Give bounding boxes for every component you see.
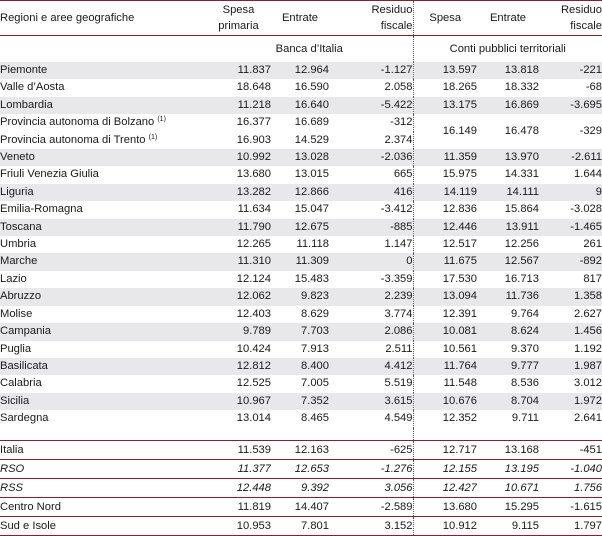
value-cell: 14.407 bbox=[271, 497, 329, 516]
header-spesa-line1: Spesa bbox=[222, 4, 255, 16]
value-cell: 8.629 bbox=[301, 307, 329, 320]
value-cell: 12.391 bbox=[442, 307, 477, 320]
table-row bbox=[0, 97, 602, 114]
value-cell: 8.704 bbox=[511, 394, 539, 407]
value-cell: -3.359 bbox=[329, 271, 413, 288]
value-cell: 1.192 bbox=[574, 342, 602, 355]
region-name-cell bbox=[0, 114, 206, 131]
value-cell: -3.412 bbox=[329, 201, 413, 218]
value-cell: 665 bbox=[329, 166, 413, 183]
header-residuo-cpt-line2: fiscale bbox=[570, 20, 602, 32]
value-cell: 17.530 bbox=[442, 272, 477, 285]
region-name-cell: Friuli Venezia Giulia bbox=[0, 168, 99, 181]
value-cell: 1.987 bbox=[574, 359, 602, 372]
value-cell: -312 bbox=[329, 114, 413, 131]
value-cell: 2.641 bbox=[574, 412, 602, 425]
value-cell: 12.866 bbox=[294, 185, 329, 198]
table-row bbox=[0, 201, 602, 218]
value-cell: 13.970 bbox=[504, 151, 539, 164]
value-cell: -451 bbox=[539, 440, 602, 459]
value-cell: 2.239 bbox=[329, 288, 413, 305]
value-cell: 14.119 bbox=[443, 185, 477, 198]
source-subheader-row bbox=[0, 36, 602, 63]
value-cell: 10.992 bbox=[236, 151, 271, 164]
region-name-cell: Sud e Isole bbox=[0, 516, 206, 535]
value-cell: 11.309 bbox=[295, 255, 329, 268]
region-name-cell: Centro Nord bbox=[0, 497, 206, 516]
value-cell: 10.561 bbox=[442, 342, 477, 355]
value-cell: -68 bbox=[585, 81, 602, 94]
value-cell: -1.465 bbox=[570, 220, 602, 233]
region-name-cell: Sardegna bbox=[0, 412, 49, 425]
value-cell: -329 bbox=[579, 124, 602, 137]
value-cell: 14.111 bbox=[506, 185, 539, 198]
value-cell: 14.331 bbox=[504, 168, 539, 181]
value-cell: 9.392 bbox=[271, 478, 329, 497]
value-cell: 11.736 bbox=[505, 290, 539, 303]
region-name-cell: Liguria bbox=[0, 185, 34, 198]
footnote-ref: (1) bbox=[157, 116, 166, 124]
value-cell: 13.818 bbox=[504, 64, 539, 76]
table-row bbox=[0, 271, 602, 288]
value-cell: 15.483 bbox=[294, 272, 329, 285]
value-cell: 18.332 bbox=[504, 81, 539, 94]
province-name: Provincia autonoma di Trento bbox=[0, 133, 146, 146]
table-header-row bbox=[0, 1, 602, 36]
table-row bbox=[0, 253, 602, 270]
value-cell: 9.370 bbox=[511, 342, 539, 355]
province-name: Provincia autonoma di Bolzano bbox=[0, 116, 155, 129]
value-cell: 11.359 bbox=[443, 151, 477, 164]
value-cell: 13.282 bbox=[236, 185, 271, 198]
value-cell: 12.525 bbox=[236, 377, 271, 390]
value-cell: -885 bbox=[329, 219, 413, 236]
value-cell: 16.377 bbox=[236, 116, 271, 129]
table-row bbox=[0, 358, 602, 375]
value-cell: 18.265 bbox=[442, 81, 477, 94]
value-cell: 12.265 bbox=[236, 238, 271, 251]
value-cell: 11.539 bbox=[206, 440, 271, 459]
region-name-cell: Piemonte bbox=[0, 64, 48, 76]
value-cell: 12.124 bbox=[236, 272, 271, 285]
value-cell: 10.671 bbox=[477, 478, 539, 497]
value-cell: 8.536 bbox=[511, 377, 539, 390]
value-cell: 817 bbox=[583, 272, 602, 285]
header-residuo-fiscale bbox=[329, 1, 413, 36]
table-row bbox=[0, 459, 602, 478]
region-name-cell: RSO bbox=[0, 459, 206, 478]
footnote-ref: (1) bbox=[148, 133, 158, 141]
region-name-cell: Toscana bbox=[0, 220, 42, 233]
value-cell: 12.812 bbox=[236, 359, 271, 372]
region-name-cell: Sicilia bbox=[0, 394, 30, 407]
value-cell: 0 bbox=[329, 253, 413, 270]
value-cell: 9.115 bbox=[477, 516, 539, 535]
value-cell: 13.175 bbox=[442, 98, 477, 111]
header-entrate-cpt: Entrate bbox=[489, 12, 527, 24]
region-name-cell: Veneto bbox=[0, 151, 35, 164]
table-row bbox=[0, 219, 602, 236]
value-cell: 18.648 bbox=[236, 81, 271, 94]
value-cell: 11.819 bbox=[206, 497, 271, 516]
value-cell: 16.640 bbox=[294, 98, 329, 111]
value-cell: 9 bbox=[595, 185, 602, 198]
value-cell: 11.377 bbox=[206, 459, 271, 478]
value-cell: 16.869 bbox=[504, 98, 539, 111]
region-name-cell: RSS bbox=[0, 478, 206, 497]
value-cell: 7.801 bbox=[271, 516, 329, 535]
header-region: Regioni e aree geografiche bbox=[0, 12, 135, 24]
value-cell: 13.028 bbox=[294, 151, 329, 164]
value-cell: 261 bbox=[583, 238, 602, 251]
value-cell: -2.611 bbox=[571, 151, 602, 164]
table-row bbox=[0, 166, 602, 183]
value-cell: 8.465 bbox=[301, 412, 329, 425]
value-cell: 11.764 bbox=[443, 359, 477, 372]
value-cell: 3.152 bbox=[329, 516, 413, 535]
value-cell: 2.374 bbox=[329, 132, 413, 149]
value-cell: 12.163 bbox=[271, 440, 329, 459]
header-residuo-fiscale-cpt bbox=[539, 1, 602, 36]
value-cell: 12.964 bbox=[294, 64, 329, 76]
header-spesa-cpt: Spesa bbox=[429, 12, 462, 24]
table-row bbox=[0, 375, 602, 392]
value-cell: 12.403 bbox=[236, 307, 271, 320]
value-cell: 8.624 bbox=[511, 325, 539, 338]
value-cell: 16.713 bbox=[504, 272, 539, 285]
value-cell: -892 bbox=[579, 255, 602, 268]
value-cell: 3.774 bbox=[329, 306, 413, 323]
value-cell: 1.797 bbox=[539, 516, 602, 535]
value-cell: 2.627 bbox=[574, 307, 602, 320]
value-cell: 1.147 bbox=[329, 236, 413, 253]
value-cell: 5.519 bbox=[329, 375, 413, 392]
value-cell: 13.911 bbox=[505, 220, 539, 233]
value-cell: 10.953 bbox=[206, 516, 271, 535]
value-cell: -2.589 bbox=[329, 497, 413, 516]
region-name-cell: Umbria bbox=[0, 238, 37, 251]
value-cell: 12.675 bbox=[294, 220, 329, 233]
value-cell: -1.127 bbox=[329, 62, 413, 79]
value-cell: 9.711 bbox=[511, 412, 539, 425]
value-cell: 1.756 bbox=[539, 478, 602, 497]
value-cell: 13.680 bbox=[236, 168, 271, 181]
value-cell: 12.836 bbox=[442, 203, 477, 216]
header-entrate: Entrate bbox=[281, 12, 319, 24]
value-cell: 7.703 bbox=[301, 325, 329, 338]
value-cell: 4.412 bbox=[329, 358, 413, 375]
value-cell: 10.912 bbox=[413, 516, 477, 535]
value-cell: 3.056 bbox=[329, 478, 413, 497]
value-cell: -1.276 bbox=[329, 459, 413, 478]
value-cell: 1.358 bbox=[574, 290, 602, 303]
value-cell: 7.005 bbox=[301, 377, 329, 390]
value-cell: 12.717 bbox=[413, 440, 477, 459]
value-cell: 16.478 bbox=[504, 124, 539, 137]
value-cell: 12.517 bbox=[442, 238, 477, 251]
region-name-cell: Italia bbox=[0, 440, 206, 459]
value-cell: 12.155 bbox=[413, 459, 477, 478]
region-name-cell: Calabria bbox=[0, 377, 42, 390]
value-cell: 10.676 bbox=[442, 394, 477, 407]
value-cell: 16.689 bbox=[294, 116, 329, 129]
value-cell: 416 bbox=[329, 184, 413, 201]
table-row bbox=[0, 236, 602, 253]
value-cell: 12.448 bbox=[206, 478, 271, 497]
table-row bbox=[0, 114, 602, 131]
region-name-cell: Lombardia bbox=[0, 98, 53, 111]
value-cell: 11.790 bbox=[237, 220, 271, 233]
value-cell: 13.195 bbox=[477, 459, 539, 478]
header-residuo-line2: fiscale bbox=[380, 20, 413, 32]
region-name-cell: Puglia bbox=[0, 342, 32, 355]
value-cell: 2.511 bbox=[329, 341, 413, 358]
value-cell: 14.529 bbox=[294, 133, 329, 146]
region-name-cell bbox=[0, 132, 206, 149]
value-cell: 3.615 bbox=[329, 393, 413, 410]
value-cell: 13.680 bbox=[413, 497, 477, 516]
value-cell: 12.256 bbox=[504, 238, 539, 251]
table-row bbox=[0, 184, 602, 201]
value-cell: 11.634 bbox=[237, 203, 271, 216]
value-cell: 9.777 bbox=[511, 359, 539, 372]
table-row bbox=[0, 341, 602, 358]
region-name-cell: Campania bbox=[0, 325, 51, 338]
value-cell: 12.653 bbox=[271, 459, 329, 478]
region-name-cell: Marche bbox=[0, 255, 38, 268]
value-cell: 13.597 bbox=[442, 64, 477, 76]
table-row bbox=[0, 149, 602, 166]
region-name-cell: Emilia-Romagna bbox=[0, 203, 83, 216]
value-cell: -625 bbox=[329, 440, 413, 459]
value-cell: 12.446 bbox=[442, 220, 477, 233]
subheader-conti-pubblici: Conti pubblici territoriali bbox=[449, 43, 566, 55]
table-row bbox=[0, 306, 602, 323]
header-residuo-cpt-line1: Residuo bbox=[560, 4, 602, 16]
value-cell: -221 bbox=[579, 64, 602, 76]
value-cell: 3.012 bbox=[574, 377, 602, 390]
header-spesa-line2: primaria bbox=[218, 20, 259, 32]
value-cell: -3.028 bbox=[570, 203, 602, 216]
value-cell: 9.789 bbox=[243, 325, 271, 338]
value-cell: 10.081 bbox=[442, 325, 477, 338]
table-row bbox=[0, 497, 602, 516]
table-row bbox=[0, 440, 602, 459]
value-cell: 16.149 bbox=[442, 124, 477, 137]
value-cell: 1.456 bbox=[574, 325, 602, 338]
value-cell: 11.310 bbox=[237, 255, 271, 268]
value-cell: -1.040 bbox=[539, 459, 602, 478]
value-cell: 9.764 bbox=[511, 307, 539, 320]
value-cell: -5.422 bbox=[329, 97, 413, 114]
table-row bbox=[0, 62, 602, 79]
value-cell: 8.400 bbox=[301, 359, 329, 372]
value-cell: 13.168 bbox=[477, 440, 539, 459]
region-name-cell: Valle d’Aosta bbox=[0, 81, 65, 94]
value-cell: 15.295 bbox=[477, 497, 539, 516]
value-cell: 16.590 bbox=[294, 81, 329, 94]
value-cell: 13.014 bbox=[236, 412, 271, 425]
value-cell: 9.823 bbox=[301, 290, 329, 303]
value-cell: 12.352 bbox=[442, 412, 477, 425]
table-row bbox=[0, 323, 602, 340]
value-cell: 12.567 bbox=[504, 255, 539, 268]
region-name-cell: Lazio bbox=[0, 272, 27, 285]
value-cell: 16.903 bbox=[236, 133, 271, 146]
value-cell: 13.015 bbox=[294, 168, 329, 181]
table-row bbox=[0, 393, 602, 410]
region-name-cell: Molise bbox=[0, 307, 33, 320]
spacer-row bbox=[0, 428, 602, 441]
value-cell: 15.975 bbox=[442, 168, 477, 181]
value-cell: 10.967 bbox=[236, 394, 271, 407]
value-cell: 7.913 bbox=[301, 342, 329, 355]
region-name-cell: Basilicata bbox=[0, 359, 48, 372]
value-cell: 1.644 bbox=[574, 168, 602, 181]
table-row bbox=[0, 478, 602, 497]
table-row bbox=[0, 79, 602, 96]
subheader-banca-italia: Banca d’Italia bbox=[206, 36, 413, 63]
value-cell: 12.062 bbox=[236, 290, 271, 303]
header-residuo-line1: Residuo bbox=[371, 4, 413, 16]
value-cell: 1.972 bbox=[574, 394, 602, 407]
value-cell: -1.615 bbox=[539, 497, 602, 516]
region-name-cell: Abruzzo bbox=[0, 290, 42, 303]
value-cell: -2.036 bbox=[329, 149, 413, 166]
value-cell: 12.427 bbox=[413, 478, 477, 497]
value-cell: 11.837 bbox=[237, 64, 271, 76]
value-cell: 10.424 bbox=[236, 342, 271, 355]
value-cell: 7.352 bbox=[301, 394, 329, 407]
value-cell: 13.094 bbox=[442, 290, 477, 303]
value-cell: -3.695 bbox=[570, 98, 602, 111]
value-cell: 15.864 bbox=[504, 203, 539, 216]
value-cell: 11.548 bbox=[443, 377, 477, 390]
table-row bbox=[0, 288, 602, 305]
value-cell: 11.675 bbox=[443, 255, 477, 268]
table-row bbox=[0, 410, 602, 427]
value-cell: 4.549 bbox=[329, 410, 413, 427]
value-cell: 2.086 bbox=[329, 323, 413, 340]
value-cell: 11.218 bbox=[237, 98, 271, 111]
value-cell: 11.118 bbox=[296, 238, 329, 251]
header-spesa-primaria bbox=[206, 1, 271, 36]
value-cell: 15.047 bbox=[294, 203, 329, 216]
value-cell: 2.058 bbox=[329, 79, 413, 96]
table-row bbox=[0, 516, 602, 535]
